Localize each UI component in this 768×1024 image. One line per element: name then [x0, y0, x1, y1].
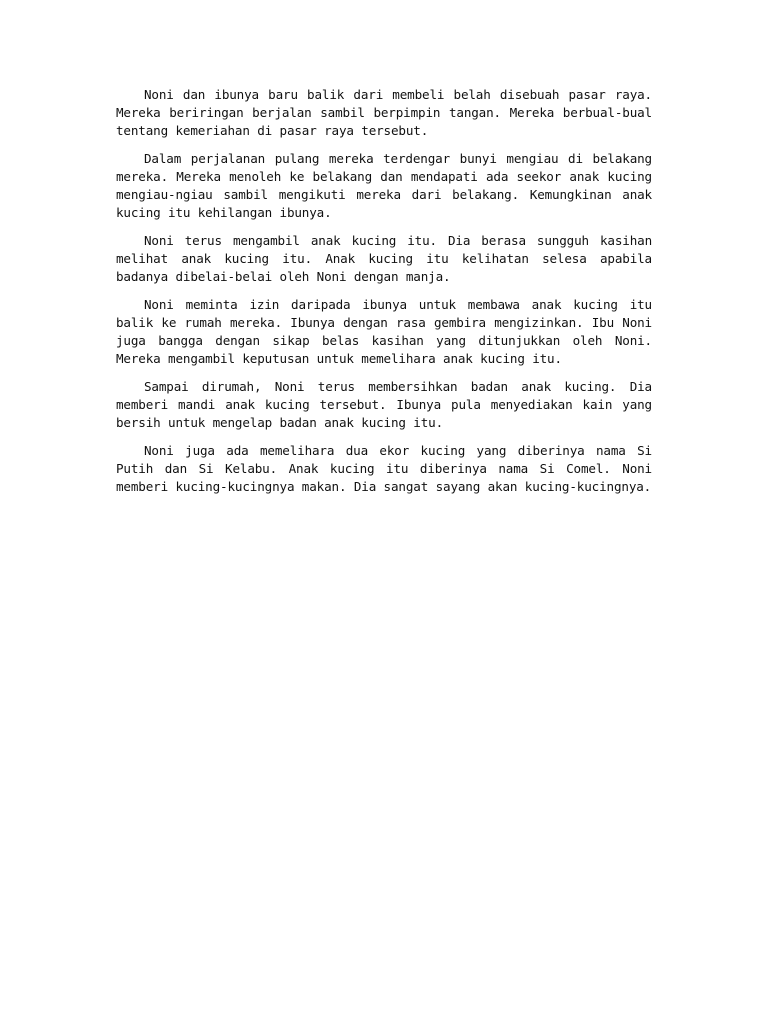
paragraph-5: Sampai dirumah, Noni terus membersihkan badan anak kucing. Dia memberi mandi anak kucing tersebut. Ibunya pula menyediakan kain yang bersih untuk mengelap badan anak kucing itu.: [116, 379, 652, 430]
paragraph-3: Noni terus mengambil anak kucing itu. Dia berasa sungguh kasihan melihat anak kucing itu. Anak kucing itu kelihatan selesa apabila badanya dibelai-belai oleh Noni dengan manja.: [116, 233, 652, 284]
paragraph-2: Dalam perjalanan pulang mereka terdengar bunyi mengiau di belakang mereka. Mereka menoleh ke belakang dan mendapati ada seekor anak kucing mengiau-ngiau sambil mengikuti mereka dari belakang. Kemungkinan anak kucing itu kehilangan ibunya.: [116, 151, 652, 220]
paragraph-1: Noni dan ibunya baru balik dari membeli belah disebuah pasar raya. Mereka beriringan berjalan sambil berpimpin tangan. Mereka berbual-bual tentang kemeriahan di pasar raya tersebut.: [116, 87, 652, 138]
paragraph-4: Noni meminta izin daripada ibunya untuk membawa anak kucing itu balik ke rumah mereka. Ibunya dengan rasa gembira mengizinkan. Ibu Noni juga bangga dengan sikap belas kasihan yang ditunjukkan oleh Noni. Mereka mengambil keputusan untuk memelihara anak kucing itu.: [116, 297, 652, 366]
document-page: [116, 86, 652, 506]
paragraph-6: Noni juga ada memelihara dua ekor kucing yang diberinya nama Si Putih dan Si Kelabu. Anak kucing itu diberinya nama Si Comel. Noni memberi kucing-kucingnya makan. Dia sangat sayang akan kucing-kucingnya.: [116, 443, 652, 494]
